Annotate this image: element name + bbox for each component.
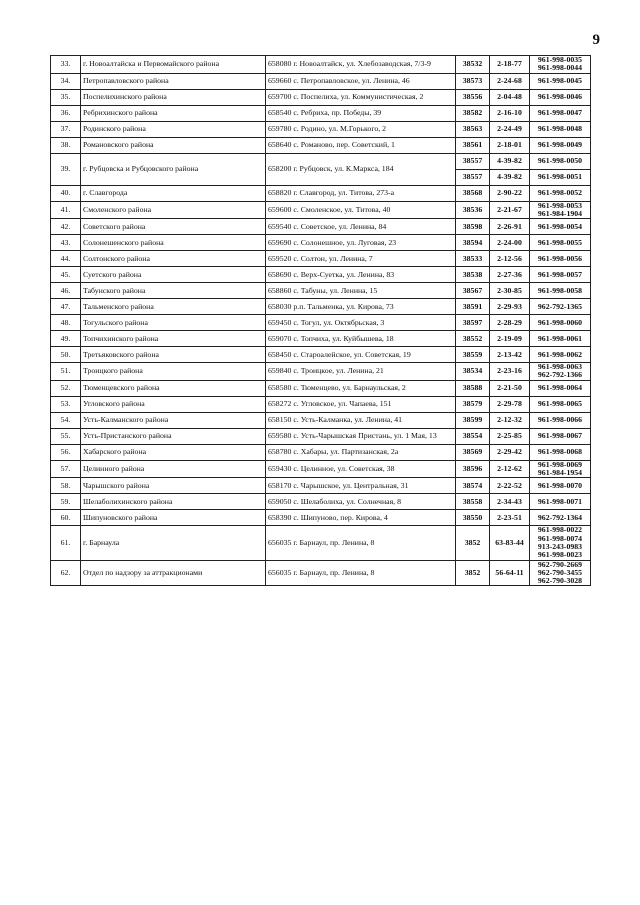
department-name: Ребрихинского района: [81, 105, 266, 121]
contacts-table: [50, 55, 591, 586]
row-number: 46.: [51, 283, 81, 299]
table-row: [51, 526, 591, 560]
phone-number: 4-39-82: [490, 153, 530, 169]
contacts-table-body: [51, 56, 591, 586]
mobile-cell: [530, 315, 591, 331]
row-number: 34.: [51, 73, 81, 89]
mobile-number: 961-984-1954: [537, 468, 583, 478]
department-name: Советского района: [81, 219, 266, 235]
address: 658080 г. Новоалтайск, ул. Хлебозаводская, 7/3-9: [266, 56, 456, 74]
mobile-number: 961-998-0067: [537, 431, 583, 441]
row-number: 51.: [51, 363, 81, 381]
phone-number: 63-83-44: [490, 526, 530, 560]
address: 659600 с. Смоленское, ул. Титова, 40: [266, 201, 456, 219]
row-number: 61.: [51, 526, 81, 560]
department-name: Суетского района: [81, 267, 266, 283]
phone-number: 2-24-68: [490, 73, 530, 89]
phone-number: 2-18-01: [490, 137, 530, 153]
department-name: Усть-Калманского района: [81, 412, 266, 428]
department-name: Хабарского района: [81, 444, 266, 460]
mobile-number: 962-792-1366: [537, 370, 583, 380]
phone-number: 56-64-11: [490, 560, 530, 586]
address: 656035 г. Барнаул, пр. Ленина, 8: [266, 560, 456, 586]
row-number: 37.: [51, 121, 81, 137]
mobile-cell: [530, 105, 591, 121]
address: 658580 с. Тюменцево, ул. Барнаульская, 2: [266, 380, 456, 396]
department-name: Тальменского района: [81, 299, 266, 315]
table-row: [51, 428, 591, 444]
phone-number: 2-12-32: [490, 412, 530, 428]
phone-number: 2-34-43: [490, 494, 530, 510]
phone-number: 2-23-16: [490, 363, 530, 381]
mobile-cell: [530, 460, 591, 478]
address: 658860 с. Табуны, ул. Ленина, 15: [266, 283, 456, 299]
department-name: Солонешенского района: [81, 235, 266, 251]
mobile-number: 961-998-0074: [537, 533, 583, 543]
department-name: Топчихинского района: [81, 331, 266, 347]
row-number: 52.: [51, 380, 81, 396]
area-code: 38556: [456, 89, 490, 105]
table-row: [51, 347, 591, 363]
mobile-number: 962-792-1365: [537, 301, 583, 311]
address: 656035 г. Барнаул, пр. Ленина, 8: [266, 526, 456, 560]
table-row: [51, 89, 591, 105]
mobile-cell: [530, 510, 591, 526]
mobile-number: 961-998-0062: [537, 349, 583, 359]
table-row: [51, 251, 591, 267]
mobile-number: 961-998-0054: [537, 221, 583, 231]
mobile-cell: [530, 526, 591, 560]
department-name: Шипуновского района: [81, 510, 266, 526]
table-row: [51, 460, 591, 478]
phone-number: 2-13-42: [490, 347, 530, 363]
area-code: 38532: [456, 56, 490, 74]
row-number: 59.: [51, 494, 81, 510]
department-name: Солтонского района: [81, 251, 266, 267]
area-code: 38591: [456, 299, 490, 315]
department-name: Смоленского района: [81, 201, 266, 219]
mobile-number: 961-998-0023: [537, 550, 583, 560]
table-row: [51, 494, 591, 510]
row-number: 49.: [51, 331, 81, 347]
area-code: 38536: [456, 201, 490, 219]
address: 658170 с. Чарышское, ул. Центральная, 31: [266, 478, 456, 494]
department-name: Усть-Пристанского района: [81, 428, 266, 444]
mobile-cell: [530, 396, 591, 412]
table-row: [51, 478, 591, 494]
table-row: [51, 219, 591, 235]
mobile-cell: [530, 89, 591, 105]
table-row: [51, 137, 591, 153]
department-name: Третьяковского района: [81, 347, 266, 363]
address: 659050 с. Шелаболиха, ул. Солнечная, 8: [266, 494, 456, 510]
department-name: Тогульского района: [81, 315, 266, 331]
row-number: 50.: [51, 347, 81, 363]
mobile-cell: [530, 153, 591, 169]
mobile-cell: [530, 235, 591, 251]
mobile-number: 961-998-0068: [537, 447, 583, 457]
mobile-number: 961-998-0066: [537, 415, 583, 425]
area-code: 38557: [456, 169, 490, 185]
area-code: 38598: [456, 219, 490, 235]
area-code: 38567: [456, 283, 490, 299]
mobile-cell: [530, 251, 591, 267]
phone-number: 2-29-42: [490, 444, 530, 460]
mobile-number: 961-998-0035: [537, 55, 583, 64]
address: 659660 с. Петропавловское, ул. Ленина, 46: [266, 73, 456, 89]
row-number: 42.: [51, 219, 81, 235]
department-name: Целинного района: [81, 460, 266, 478]
mobile-cell: [530, 283, 591, 299]
row-number: 62.: [51, 560, 81, 586]
phone-number: 2-23-51: [490, 510, 530, 526]
address: 659690 с. Солонешное, ул. Луговая, 23: [266, 235, 456, 251]
mobile-cell: [530, 380, 591, 396]
table-row: [51, 235, 591, 251]
area-code: 38557: [456, 153, 490, 169]
table-row: [51, 105, 591, 121]
table-row: [51, 363, 591, 381]
area-code: 38550: [456, 510, 490, 526]
department-name: Родинского района: [81, 121, 266, 137]
row-number: 36.: [51, 105, 81, 121]
address: 659700 с. Поспелиха, ул. Коммунистическая, 2: [266, 89, 456, 105]
phone-number: 2-29-78: [490, 396, 530, 412]
address: 658780 с. Хабары, ул. Партизанская, 2а: [266, 444, 456, 460]
address: 658200 г. Рубцовск, ул. К.Маркса, 184: [266, 153, 456, 185]
page-number: 9: [592, 32, 600, 48]
area-code: 3852: [456, 560, 490, 586]
department-name: г. Рубцовска и Рубцовского района: [81, 153, 266, 185]
mobile-number: 962-790-3028: [537, 576, 583, 586]
area-code: 38599: [456, 412, 490, 428]
table-row: [51, 331, 591, 347]
mobile-number: 961-998-0057: [537, 269, 583, 279]
mobile-cell: [530, 219, 591, 235]
phone-number: 2-24-49: [490, 121, 530, 137]
address: 659540 с. Советское, ул. Ленина, 84: [266, 219, 456, 235]
row-number: 60.: [51, 510, 81, 526]
row-number: 54.: [51, 412, 81, 428]
row-number: 48.: [51, 315, 81, 331]
area-code: 38559: [456, 347, 490, 363]
department-name: Тюменцевского района: [81, 380, 266, 396]
address: 658640 с. Романово, пер. Советский, 1: [266, 137, 456, 153]
area-code: 38538: [456, 267, 490, 283]
row-number: 47.: [51, 299, 81, 315]
address: 658272 с. Угловское, ул. Чапаева, 151: [266, 396, 456, 412]
address: 659520 с. Солтон, ул. Ленина, 7: [266, 251, 456, 267]
area-code: 38554: [456, 428, 490, 444]
department-name: Романовского района: [81, 137, 266, 153]
mobile-cell: [530, 299, 591, 315]
table-row: [51, 380, 591, 396]
department-name: г. Новоалтайска и Первомайского района: [81, 56, 266, 74]
mobile-number: 962-792-1364: [537, 512, 583, 522]
mobile-number: 961-998-0044: [537, 63, 583, 73]
mobile-number: 961-998-0049: [537, 139, 583, 149]
table-row: [51, 185, 591, 201]
address: 659840 с. Троицкое, ул. Ленина, 21: [266, 363, 456, 381]
area-code: 38563: [456, 121, 490, 137]
table-row: [51, 283, 591, 299]
mobile-number: 961-998-0061: [537, 333, 583, 343]
row-number: 56.: [51, 444, 81, 460]
mobile-number: 961-984-1904: [537, 208, 583, 218]
mobile-cell: [530, 444, 591, 460]
mobile-number: 961-998-0022: [537, 525, 583, 535]
mobile-number: 961-998-0052: [537, 187, 583, 197]
department-name: Чарышского района: [81, 478, 266, 494]
mobile-number: 961-998-0047: [537, 107, 583, 117]
table-row: [51, 560, 591, 586]
phone-number: 2-30-85: [490, 283, 530, 299]
mobile-cell: [530, 201, 591, 219]
mobile-cell: [530, 169, 591, 185]
row-number: 41.: [51, 201, 81, 219]
area-code: 38574: [456, 478, 490, 494]
mobile-number: 961-998-0065: [537, 399, 583, 409]
mobile-cell: [530, 137, 591, 153]
row-number: 53.: [51, 396, 81, 412]
department-name: Угловского района: [81, 396, 266, 412]
phone-number: 2-21-50: [490, 380, 530, 396]
address: 658450 с. Староалейское, ул. Советская, 19: [266, 347, 456, 363]
table-row: [51, 510, 591, 526]
row-number: 38.: [51, 137, 81, 153]
area-code: 38582: [456, 105, 490, 121]
mobile-number: 961-998-0045: [537, 75, 583, 85]
phone-number: 2-90-22: [490, 185, 530, 201]
phone-number: 2-25-85: [490, 428, 530, 444]
table-row: [51, 56, 591, 74]
address: 658030 р.п. Тальменка, ул. Кирова, 73: [266, 299, 456, 315]
address: 659070 с. Топчиха, ул. Куйбышева, 18: [266, 331, 456, 347]
phone-number: 2-18-77: [490, 56, 530, 74]
department-name: Шелаболихинского района: [81, 494, 266, 510]
department-name: Троицкого района: [81, 363, 266, 381]
table-row: [51, 73, 591, 89]
mobile-number: 913-243-0983: [537, 541, 583, 551]
phone-number: 2-24-00: [490, 235, 530, 251]
mobile-cell: [530, 347, 591, 363]
phone-number: 2-21-67: [490, 201, 530, 219]
area-code: 38561: [456, 137, 490, 153]
phone-number: 2-26-91: [490, 219, 530, 235]
phone-number: 2-12-62: [490, 460, 530, 478]
mobile-number: 961-998-0070: [537, 480, 583, 490]
mobile-cell: [530, 428, 591, 444]
mobile-cell: [530, 363, 591, 381]
area-code: 38594: [456, 235, 490, 251]
mobile-cell: [530, 121, 591, 137]
mobile-number: 961-998-0063: [537, 362, 583, 372]
area-code: 38573: [456, 73, 490, 89]
phone-number: 4-39-82: [490, 169, 530, 185]
row-number: 45.: [51, 267, 81, 283]
mobile-number: 962-790-3455: [537, 567, 583, 577]
mobile-number: 961-998-0056: [537, 253, 583, 263]
row-number: 33.: [51, 56, 81, 74]
table-row: [51, 444, 591, 460]
mobile-cell: [530, 494, 591, 510]
area-code: 38534: [456, 363, 490, 381]
area-code: 3852: [456, 526, 490, 560]
table-row: [51, 121, 591, 137]
mobile-number: 961-998-0046: [537, 91, 583, 101]
row-number: 57.: [51, 460, 81, 478]
phone-number: 2-28-29: [490, 315, 530, 331]
address: 659450 с. Тогул, ул. Октябрьская, 3: [266, 315, 456, 331]
address: 658540 с. Ребриха, пр. Победы, 39: [266, 105, 456, 121]
mobile-cell: [530, 560, 591, 586]
row-number: 43.: [51, 235, 81, 251]
department-name: Поспелихинского района: [81, 89, 266, 105]
mobile-number: 961-998-0053: [537, 201, 583, 210]
table-row: [51, 153, 591, 169]
area-code: 38533: [456, 251, 490, 267]
phone-number: 2-19-09: [490, 331, 530, 347]
area-code: 38596: [456, 460, 490, 478]
table-row: [51, 201, 591, 219]
row-number: 39.: [51, 153, 81, 185]
mobile-cell: [530, 56, 591, 74]
department-name: Отдел по надзору за аттракционами: [81, 560, 266, 586]
row-number: 58.: [51, 478, 81, 494]
phone-number: 2-16-10: [490, 105, 530, 121]
address: 658690 с. Верх-Суетка, ул. Ленина, 83: [266, 267, 456, 283]
mobile-number: 961-998-0051: [537, 171, 583, 181]
mobile-number: 961-998-0050: [537, 155, 583, 165]
phone-number: 2-29-93: [490, 299, 530, 315]
area-code: 38568: [456, 185, 490, 201]
address: 658150 с. Усть-Калманка, ул. Ленина, 41: [266, 412, 456, 428]
table-row: [51, 396, 591, 412]
department-name: Петропавловского района: [81, 73, 266, 89]
address: 658820 г. Славгород, ул. Титова, 273-а: [266, 185, 456, 201]
phone-number: 2-22-52: [490, 478, 530, 494]
mobile-number: 962-790-2669: [537, 560, 583, 569]
address: 659780 с. Родино, ул. М.Горького, 2: [266, 121, 456, 137]
address: 659580 с. Усть-Чарышская Пристань, ул. 1 Мая, 13: [266, 428, 456, 444]
table-row: [51, 412, 591, 428]
address: 658390 с. Шипуново, пер. Кирова, 4: [266, 510, 456, 526]
department-name: г. Славгорода: [81, 185, 266, 201]
mobile-number: 961-998-0055: [537, 237, 583, 247]
area-code: 38597: [456, 315, 490, 331]
row-number: 55.: [51, 428, 81, 444]
table-row: [51, 267, 591, 283]
row-number: 40.: [51, 185, 81, 201]
row-number: 44.: [51, 251, 81, 267]
table-row: [51, 315, 591, 331]
mobile-cell: [530, 412, 591, 428]
mobile-cell: [530, 267, 591, 283]
area-code: 38579: [456, 396, 490, 412]
mobile-number: 961-998-0071: [537, 496, 583, 506]
mobile-cell: [530, 185, 591, 201]
area-code: 38569: [456, 444, 490, 460]
mobile-number: 961-998-0058: [537, 285, 583, 295]
mobile-number: 961-998-0069: [537, 460, 583, 469]
mobile-number: 961-998-0060: [537, 317, 583, 327]
area-code: 38552: [456, 331, 490, 347]
row-number: 35.: [51, 89, 81, 105]
mobile-number: 961-998-0064: [537, 383, 583, 393]
mobile-cell: [530, 478, 591, 494]
phone-number: 2-04-48: [490, 89, 530, 105]
mobile-cell: [530, 331, 591, 347]
mobile-cell: [530, 73, 591, 89]
table-row: [51, 299, 591, 315]
mobile-number: 961-998-0048: [537, 123, 583, 133]
department-name: г. Барнаула: [81, 526, 266, 560]
phone-number: 2-12-56: [490, 251, 530, 267]
department-name: Табунского района: [81, 283, 266, 299]
address: 659430 с. Целинное, ул. Советская, 38: [266, 460, 456, 478]
area-code: 38558: [456, 494, 490, 510]
area-code: 38588: [456, 380, 490, 396]
phone-number: 2-27-36: [490, 267, 530, 283]
